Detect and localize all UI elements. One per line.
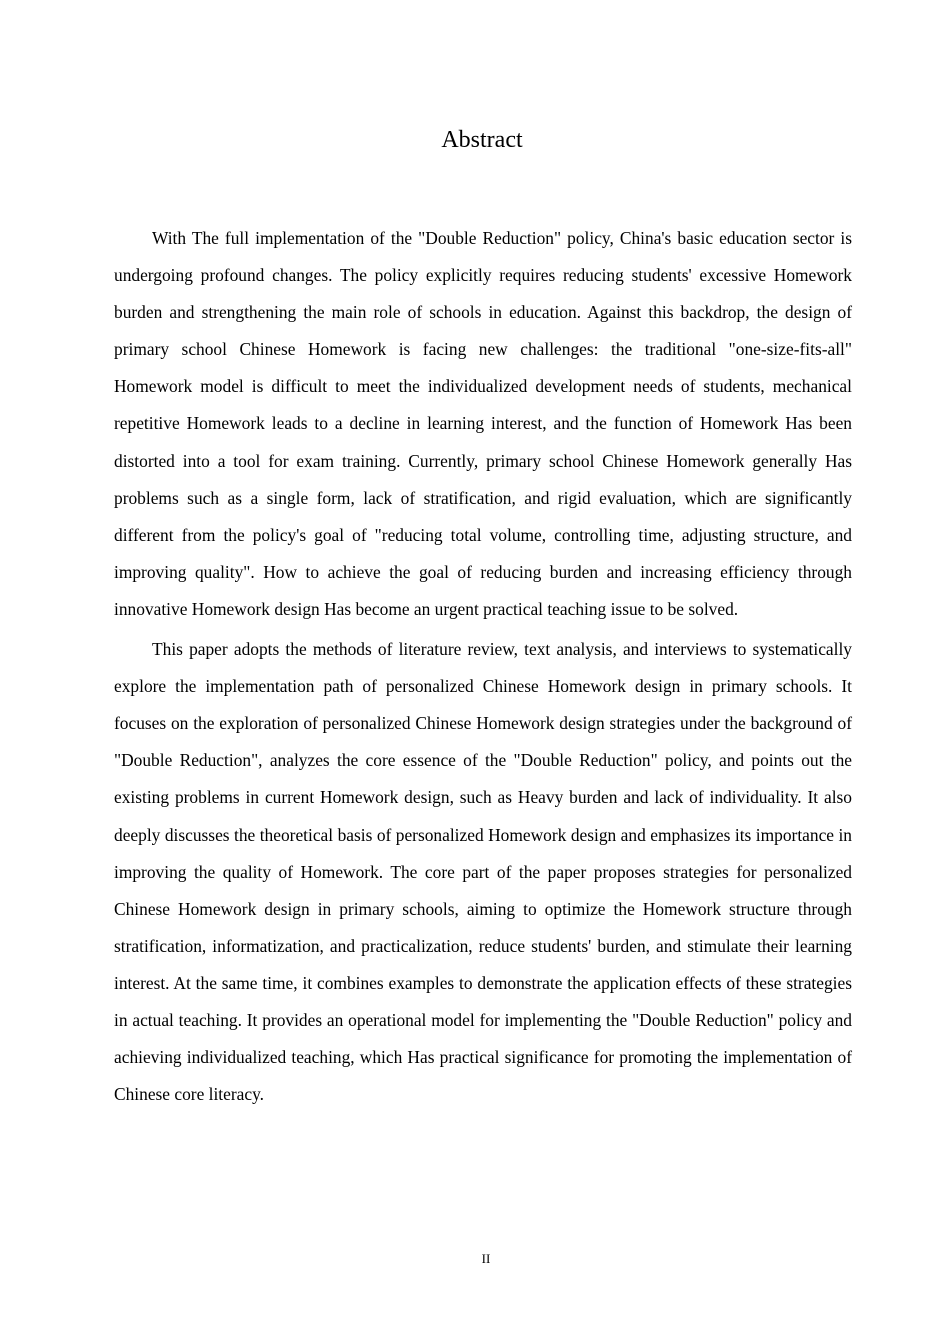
- abstract-body: [114, 220, 852, 1116]
- page-number: II: [481, 1251, 491, 1266]
- page-title: Abstract: [441, 127, 523, 153]
- abstract-paragraph-2: This paper adopts the methods of literature review, text analysis, and interviews to systematically explore the implementation path of personalized Chinese Homework design in primary schools. It focuses on the exploration of personalized Chinese Homework design strategies under the background of "Double Reduction", analyzes the core essence of the "Double Reduction" policy, and points out the existing problems in current Homework design, such as Heavy burden and lack of individuality. It also deeply discusses the theoretical basis of personalized Homework design and emphasizes its importance in improving the quality of Homework. The core part of the paper proposes strategies for personalized Chinese Homework design in primary schools, aiming to optimize the Homework structure through stratification, informatization, and practicalization, reduce students' burden, and stimulate their learning interest. At the same time, it combines examples to demonstrate the application effects of these strategies in actual teaching. It provides an operational model for implementing the "Double Reduction" policy and achieving individualized teaching, which Has practical significance for promoting the implementation of Chinese core literacy.: [114, 639, 852, 1105]
- abstract-paragraph-1: With The full implementation of the "Double Reduction" policy, China's basic education sector is undergoing profound changes. The policy explicitly requires reducing students' excessive Homework burden and strengthening the main role of schools in education. Against this backdrop, the design of primary school Chinese Homework is facing new challenges: the traditional "one-size-fits-all" Homework model is difficult to meet the individualized development needs of students, mechanical repetitive Homework leads to a decline in learning interest, and the function of Homework Has been distorted into a tool for exam training. Currently, primary school Chinese Homework generally Has problems such as a single form, lack of stratification, and rigid evaluation, which are significantly different from the policy's goal of "reducing total volume, controlling time, adjusting structure, and improving quality". How to achieve the goal of reducing burden and increasing efficiency through innovative Homework design Has become an urgent practical teaching issue to be solved.: [114, 228, 852, 619]
